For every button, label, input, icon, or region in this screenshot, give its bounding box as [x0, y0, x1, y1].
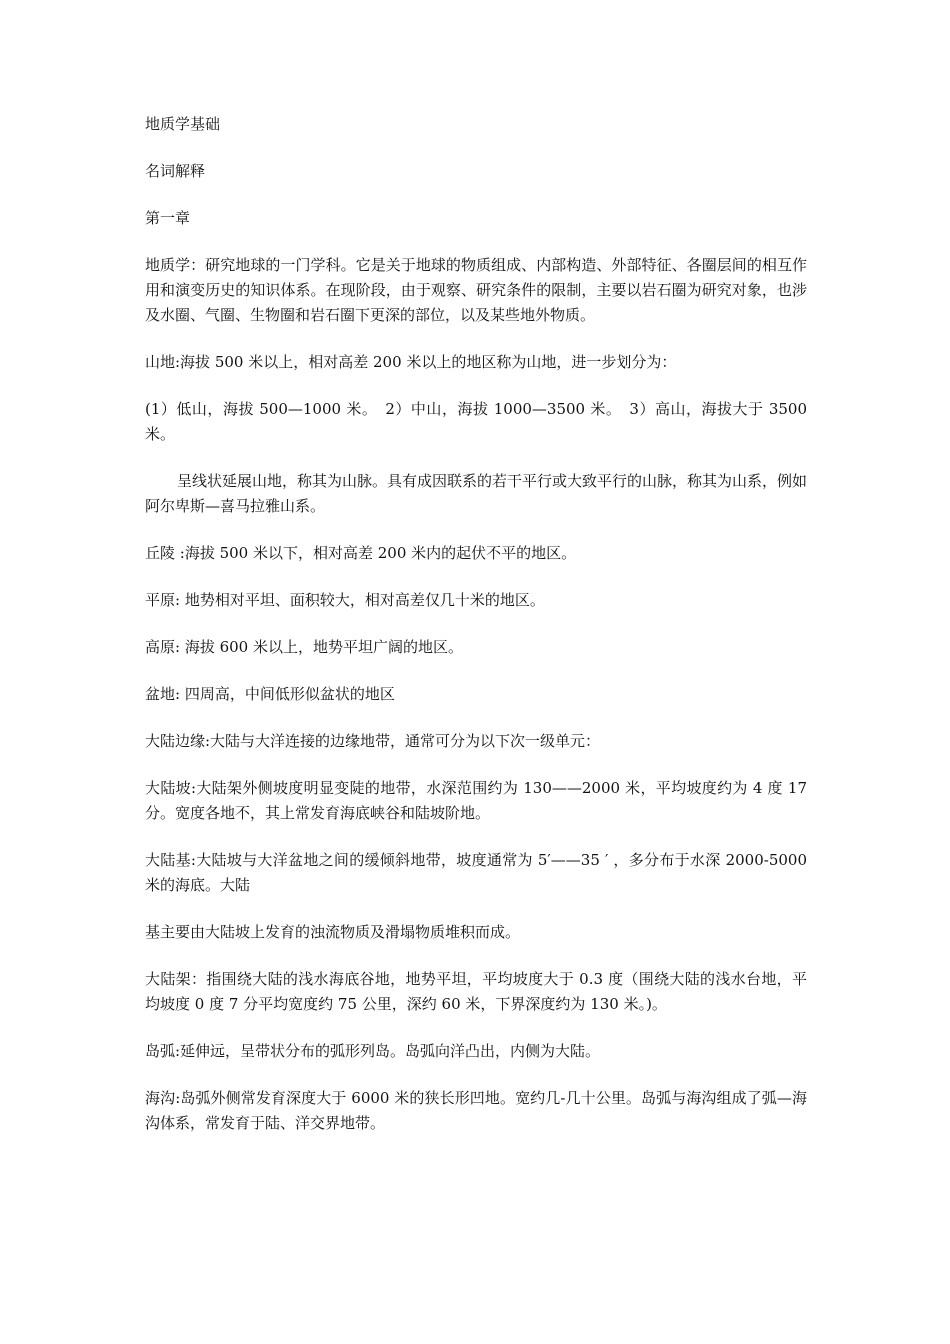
- chapter-heading: 第一章: [145, 209, 191, 227]
- paragraph-mountain: 山地:海拔 500 米以上，相对高差 200 米以上的地区称为山地，进一步划分为：: [145, 353, 677, 371]
- paragraph-geology: 地质学：研究地球的一门学科。它是关于地球的物质组成、内部构造、外部特征、各圈层间的相互作用和演变历史的知识体系。在现阶段，由于观察、研究条件的限制，主要以岩石圈为研究对象，也涉及水圈、气圈、生物圈和岩石圈下更深的部位，以及某些地外物质。: [145, 256, 807, 324]
- paragraph-basin: 盆地: 四周高，中间低形似盆状的地区: [145, 685, 395, 703]
- paragraph-plateau: 高原: 海拔 600 米以上，地势平坦广阔的地区。: [145, 638, 463, 656]
- paragraph-mountain-range: 呈线状延展山地，称其为山脉。具有成因联系的若干平行或大致平行的山脉，称其为山系，例如阿尔卑斯—喜马拉雅山系。: [145, 472, 808, 515]
- paragraph-continental-rise-cont: 基主要由大陆坡上发育的浊流物质及滑塌物质堆积而成。: [145, 923, 521, 941]
- document-body: [145, 112, 807, 1158]
- paragraph-mountain-classes: (1）低山，海拔 500—1000 米。 2）中山，海拔 1000—3500 米。 3）高山，海拔大于 3500 米。: [145, 400, 807, 443]
- document-title: 地质学基础: [145, 115, 221, 133]
- section-heading: 名词解释: [145, 162, 206, 180]
- paragraph-continental-shelf: 大陆架：指围绕大陆的浅水海底谷地，地势平坦，平均坡度大于 0.3 度（围绕大陆的浅水台地，平均坡度 0 度 7 分平均宽度约 75 公里，深约 60 米，下界深度约为 130 米。)。: [145, 970, 807, 1013]
- paragraph-plain: 平原: 地势相对平坦、面积较大，相对高差仅几十米的地区。: [145, 591, 545, 609]
- paragraph-continental-margin: 大陆边缘:大陆与大洋连接的边缘地带，通常可分为以下次一级单元：: [145, 732, 601, 750]
- paragraph-island-arc: 岛弧:延伸远，呈带状分布的弧形列岛。岛弧向洋凸出，内侧为大陆。: [145, 1042, 601, 1060]
- paragraph-continental-rise: 大陆基:大陆坡与大洋盆地之间的缓倾斜地带，坡度通常为 5′——35 ′ ，多分布于水深 2000-5000 米的海底。大陆: [145, 851, 807, 894]
- paragraph-continental-slope: 大陆坡:大陆架外侧坡度明显变陡的地带，水深范围约为 130——2000 米，平均坡度约为 4 度 17 分。宽度各地不，其上常发育海底峡谷和陆坡阶地。: [145, 779, 807, 822]
- paragraph-trench: 海沟:岛弧外侧常发育深度大于 6000 米的狭长形凹地。宽约几-几十公里。岛弧与海沟组成了弧—海沟体系，常发育于陆、洋交界地带。: [145, 1089, 807, 1132]
- paragraph-hills: 丘陵 :海拔 500 米以下，相对高差 200 米内的起伏不平的地区。: [145, 544, 577, 562]
